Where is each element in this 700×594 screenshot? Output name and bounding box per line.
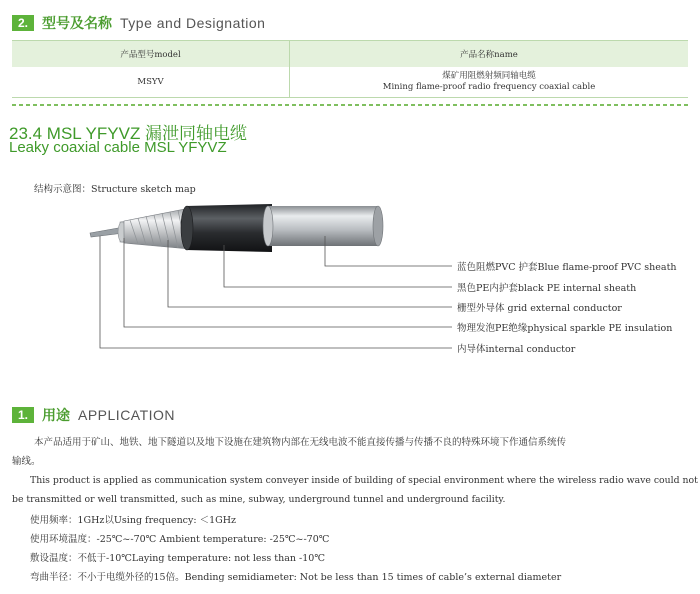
- section-title-en: APPLICATION: [78, 407, 176, 423]
- section-divider: [12, 104, 688, 106]
- application-paragraph-en-line1: This product is applied as communication system conveyer inside of building of special environment where the wireless radio wave could not: [30, 475, 698, 486]
- product-subtitle: Leaky coaxial cable MSL YFYVZ: [9, 139, 227, 156]
- section-title-en: Type and Designation: [120, 15, 266, 31]
- callout-leader-lines: [100, 236, 452, 348]
- table-row: [12, 67, 688, 98]
- cell-name: [290, 67, 689, 98]
- application-paragraph-cn-line1: 本产品适用于矿山、地铁、地下隧道以及地下设施在建筑物内部在无线电波不能直接传播与传播不良的特殊环境下作通信系统传: [34, 437, 567, 448]
- callout-pvc-sheath: 蓝色阻燃PVC 护套Blue flame-proof PVC sheath: [457, 262, 677, 273]
- spec-frequency: 使用频率：1GHz以Using frequency: ＜1GHz: [30, 515, 237, 526]
- table-header-row: [12, 41, 688, 68]
- section-title-cn: 用途: [42, 408, 70, 424]
- structure-sketch-label: 结构示意图：Structure sketch map: [34, 184, 196, 195]
- cell-model: MSYV: [12, 67, 290, 98]
- section-number: 2.: [12, 15, 34, 31]
- spec-laying-temperature: 敷设温度：不低于-10℃Laying temperature: not less than -10℃: [30, 553, 325, 564]
- black-pe-inner-sheath: [181, 204, 272, 252]
- callout-black-pe-sheath: 黑色PE内护套black PE internal sheath: [457, 283, 637, 294]
- cell-name-en: Mining flame-proof radio frequency coaxial cable: [382, 82, 596, 92]
- section-header-application: [12, 405, 175, 425]
- section-title-cn: 型号及名称: [42, 16, 112, 32]
- grid-external-conductor: [124, 208, 190, 249]
- cell-name-cn: 煤矿用阻燃射频同轴电缆: [442, 71, 536, 81]
- column-header-model: 产品型号model: [12, 41, 290, 68]
- column-header-name: 产品名称name: [290, 41, 689, 68]
- callout-inner-conductor: 内导体internal conductor: [457, 344, 576, 355]
- pvc-outer-sheath: [263, 206, 383, 246]
- designation-table: [12, 40, 688, 98]
- spec-ambient-temperature: 使用环境温度：-25℃~-70℃ Ambient temperature: -25℃~-70℃: [30, 534, 330, 545]
- callout-grid-conductor: 栅型外导体 grid external conductor: [457, 303, 622, 314]
- callout-pe-insulation: 物理发泡PE绝缘physical sparkle PE insulation: [457, 323, 673, 334]
- application-paragraph-cn-line2: 输线。: [12, 456, 41, 467]
- section-header-type-designation: [12, 13, 265, 33]
- section-number: 1.: [12, 407, 34, 423]
- cable-structure-sketch: [0, 195, 460, 360]
- spec-bending-radius: 弯曲半径：不小于电缆外径的15倍。Bending semidiameter: Not be less than 15 times of cable’s external diameter: [30, 572, 562, 583]
- product-title: 23.4 MSL YFYVZ 漏泄同轴电缆: [9, 124, 248, 143]
- application-paragraph-en-line2: be transmitted or well transmitted, such as mine, subway, underground tunnel and underground facility.: [12, 494, 506, 505]
